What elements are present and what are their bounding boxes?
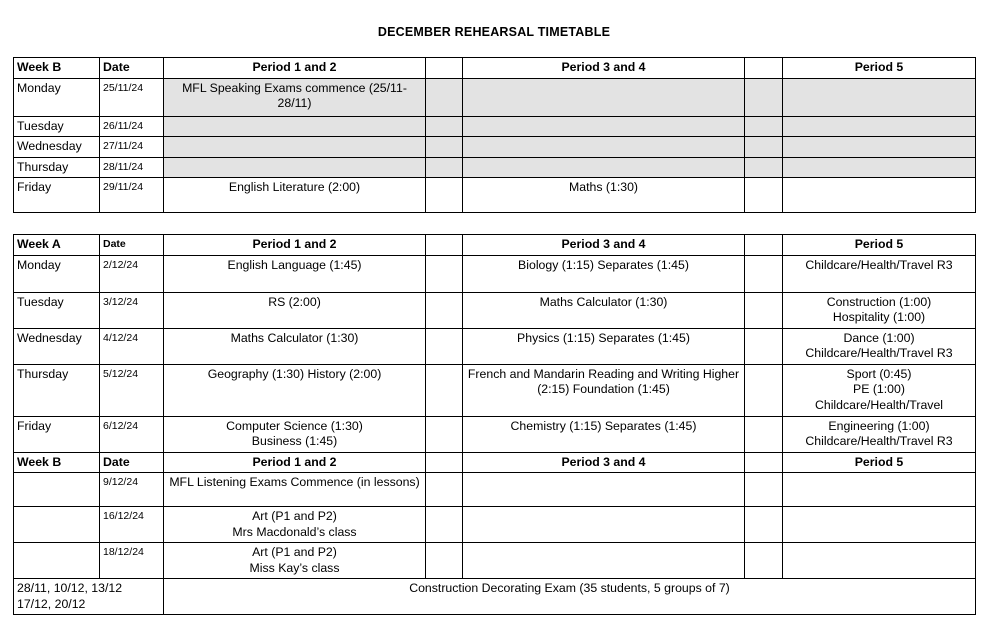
cell-period-1-2: Maths Calculator (1:30) (164, 328, 426, 364)
table-row (14, 328, 976, 364)
header-period-5: Period 5 (783, 58, 976, 79)
cell-date: 25/11/24 (100, 78, 164, 116)
table-week-b-november (13, 57, 976, 213)
cell-date: 9/12/24 (100, 473, 164, 507)
cell-date: 6/12/24 (100, 416, 164, 452)
table-row (14, 507, 976, 543)
cell-period-5 (783, 116, 976, 137)
cell-gap-2 (745, 116, 783, 137)
cell-gap-2 (745, 78, 783, 116)
table-december (13, 234, 976, 615)
cell-period-1-2 (164, 137, 426, 158)
cell-period-5: Engineering (1:00) Childcare/Health/Travel R3 (783, 416, 976, 452)
cell-date: 4/12/24 (100, 328, 164, 364)
cell-period-3-4 (463, 543, 745, 579)
cell-gap-1 (426, 78, 463, 116)
table-row (14, 473, 976, 507)
table-december-wrap (0, 234, 988, 615)
cell-period-3-4 (463, 78, 745, 116)
cell-period-3-4: Chemistry (1:15) Separates (1:45) (463, 416, 745, 452)
table-row (14, 364, 976, 416)
cell-period-1-2: English Language (1:45) (164, 255, 426, 292)
header-period-1-2: Period 1 and 2 (164, 452, 426, 473)
cell-day: Thursday (14, 364, 100, 416)
cell-period-1-2: MFL Speaking Exams commence (25/11-28/11) (164, 78, 426, 116)
header-period-5: Period 5 (783, 235, 976, 256)
cell-period-3-4: French and Mandarin Reading and Writing Higher (2:15) Foundation (1:45) (463, 364, 745, 416)
cell-period-3-4 (463, 507, 745, 543)
cell-gap-2 (745, 507, 783, 543)
table-row (14, 255, 976, 292)
cell-period-3-4 (463, 473, 745, 507)
header-gap-2 (745, 58, 783, 79)
cell-date: 5/12/24 (100, 364, 164, 416)
cell-period-5 (783, 178, 976, 213)
cell-period-1-2: MFL Listening Exams Commence (in lessons) (164, 473, 426, 507)
cell-period-5 (783, 473, 976, 507)
cell-gap-2 (745, 137, 783, 158)
cell-gap-1 (426, 178, 463, 213)
cell-period-1-2: Art (P1 and P2) Miss Kay’s class (164, 543, 426, 579)
cell-day: Tuesday (14, 116, 100, 137)
table-row (14, 543, 976, 579)
cell-period-3-4: Maths (1:30) (463, 178, 745, 213)
cell-footer-note: Construction Decorating Exam (35 students, 5 groups of 7) (164, 579, 976, 615)
cell-day (14, 473, 100, 507)
cell-period-1-2: Computer Science (1:30) Business (1:45) (164, 416, 426, 452)
table-row (14, 157, 976, 178)
cell-period-3-4 (463, 137, 745, 158)
table-row (14, 137, 976, 158)
cell-gap-1 (426, 157, 463, 178)
cell-gap-1 (426, 364, 463, 416)
cell-gap-1 (426, 255, 463, 292)
cell-gap-1 (426, 543, 463, 579)
cell-date: 26/11/24 (100, 116, 164, 137)
cell-date: 3/12/24 (100, 292, 164, 328)
table-row (14, 178, 976, 213)
cell-date: 18/12/24 (100, 543, 164, 579)
cell-period-5 (783, 157, 976, 178)
header-week: Week B (14, 58, 100, 79)
header-period-3-4: Period 3 and 4 (463, 235, 745, 256)
cell-period-1-2: RS (2:00) (164, 292, 426, 328)
cell-day: Thursday (14, 157, 100, 178)
cell-date: 29/11/24 (100, 178, 164, 213)
header-period-1-2: Period 1 and 2 (164, 58, 426, 79)
header-gap-1 (426, 58, 463, 79)
cell-period-1-2 (164, 116, 426, 137)
page-title: DECEMBER REHEARSAL TIMETABLE (377, 25, 611, 39)
cell-period-1-2: Geography (1:30) History (2:00) (164, 364, 426, 416)
cell-gap-2 (745, 157, 783, 178)
table-row (14, 416, 976, 452)
cell-gap-2 (745, 364, 783, 416)
header-gap-1 (426, 235, 463, 256)
cell-period-3-4: Physics (1:15) Separates (1:45) (463, 328, 745, 364)
cell-gap-1 (426, 328, 463, 364)
cell-period-5 (783, 507, 976, 543)
table-header-row (14, 452, 976, 473)
cell-day (14, 507, 100, 543)
cell-period-1-2 (164, 157, 426, 178)
cell-period-5: Construction (1:00) Hospitality (1:00) (783, 292, 976, 328)
cell-day (14, 543, 100, 579)
header-period-3-4: Period 3 and 4 (463, 452, 745, 473)
cell-gap-1 (426, 137, 463, 158)
cell-period-3-4: Maths Calculator (1:30) (463, 292, 745, 328)
cell-period-3-4 (463, 116, 745, 137)
cell-day: Monday (14, 255, 100, 292)
cell-footer-dates: 28/11, 10/12, 13/12 17/12, 20/12 (14, 579, 164, 615)
table-row (14, 116, 976, 137)
header-period-5: Period 5 (783, 452, 976, 473)
cell-date: 27/11/24 (100, 137, 164, 158)
header-gap-1 (426, 452, 463, 473)
cell-period-1-2: Art (P1 and P2) Mrs Macdonald’s class (164, 507, 426, 543)
cell-gap-1 (426, 116, 463, 137)
header-date: Date (100, 235, 164, 256)
cell-gap-1 (426, 473, 463, 507)
cell-period-5 (783, 78, 976, 116)
header-week: Week A (14, 235, 100, 256)
table-row (14, 292, 976, 328)
header-period-1-2: Period 1 and 2 (164, 235, 426, 256)
cell-period-5: Dance (1:00) Childcare/Health/Travel R3 (783, 328, 976, 364)
cell-gap-2 (745, 178, 783, 213)
cell-date: 2/12/24 (100, 255, 164, 292)
cell-gap-1 (426, 416, 463, 452)
header-date: Date (100, 58, 164, 79)
cell-date: 28/11/24 (100, 157, 164, 178)
cell-day: Friday (14, 416, 100, 452)
cell-day: Monday (14, 78, 100, 116)
header-gap-2 (745, 235, 783, 256)
header-date: Date (100, 452, 164, 473)
table-footer-row (14, 579, 976, 615)
cell-gap-2 (745, 543, 783, 579)
table-week-b-november-wrap (0, 57, 988, 213)
cell-day: Friday (14, 178, 100, 213)
header-period-3-4: Period 3 and 4 (463, 58, 745, 79)
table-header-row (14, 58, 976, 79)
cell-day: Wednesday (14, 137, 100, 158)
cell-period-1-2: English Literature (2:00) (164, 178, 426, 213)
cell-period-3-4: Biology (1:15) Separates (1:45) (463, 255, 745, 292)
cell-gap-2 (745, 473, 783, 507)
cell-gap-2 (745, 416, 783, 452)
cell-gap-2 (745, 328, 783, 364)
cell-period-5 (783, 543, 976, 579)
cell-date: 16/12/24 (100, 507, 164, 543)
cell-day: Tuesday (14, 292, 100, 328)
header-gap-2 (745, 452, 783, 473)
cell-period-5: Sport (0:45) PE (1:00) Childcare/Health/Travel (783, 364, 976, 416)
cell-period-3-4 (463, 157, 745, 178)
cell-gap-1 (426, 507, 463, 543)
cell-period-5 (783, 137, 976, 158)
table-row (14, 78, 976, 116)
cell-gap-1 (426, 292, 463, 328)
cell-period-5: Childcare/Health/Travel R3 (783, 255, 976, 292)
cell-day: Wednesday (14, 328, 100, 364)
header-week: Week B (14, 452, 100, 473)
table-separator (0, 213, 988, 234)
cell-gap-2 (745, 292, 783, 328)
cell-gap-2 (745, 255, 783, 292)
table-header-row (14, 235, 976, 256)
